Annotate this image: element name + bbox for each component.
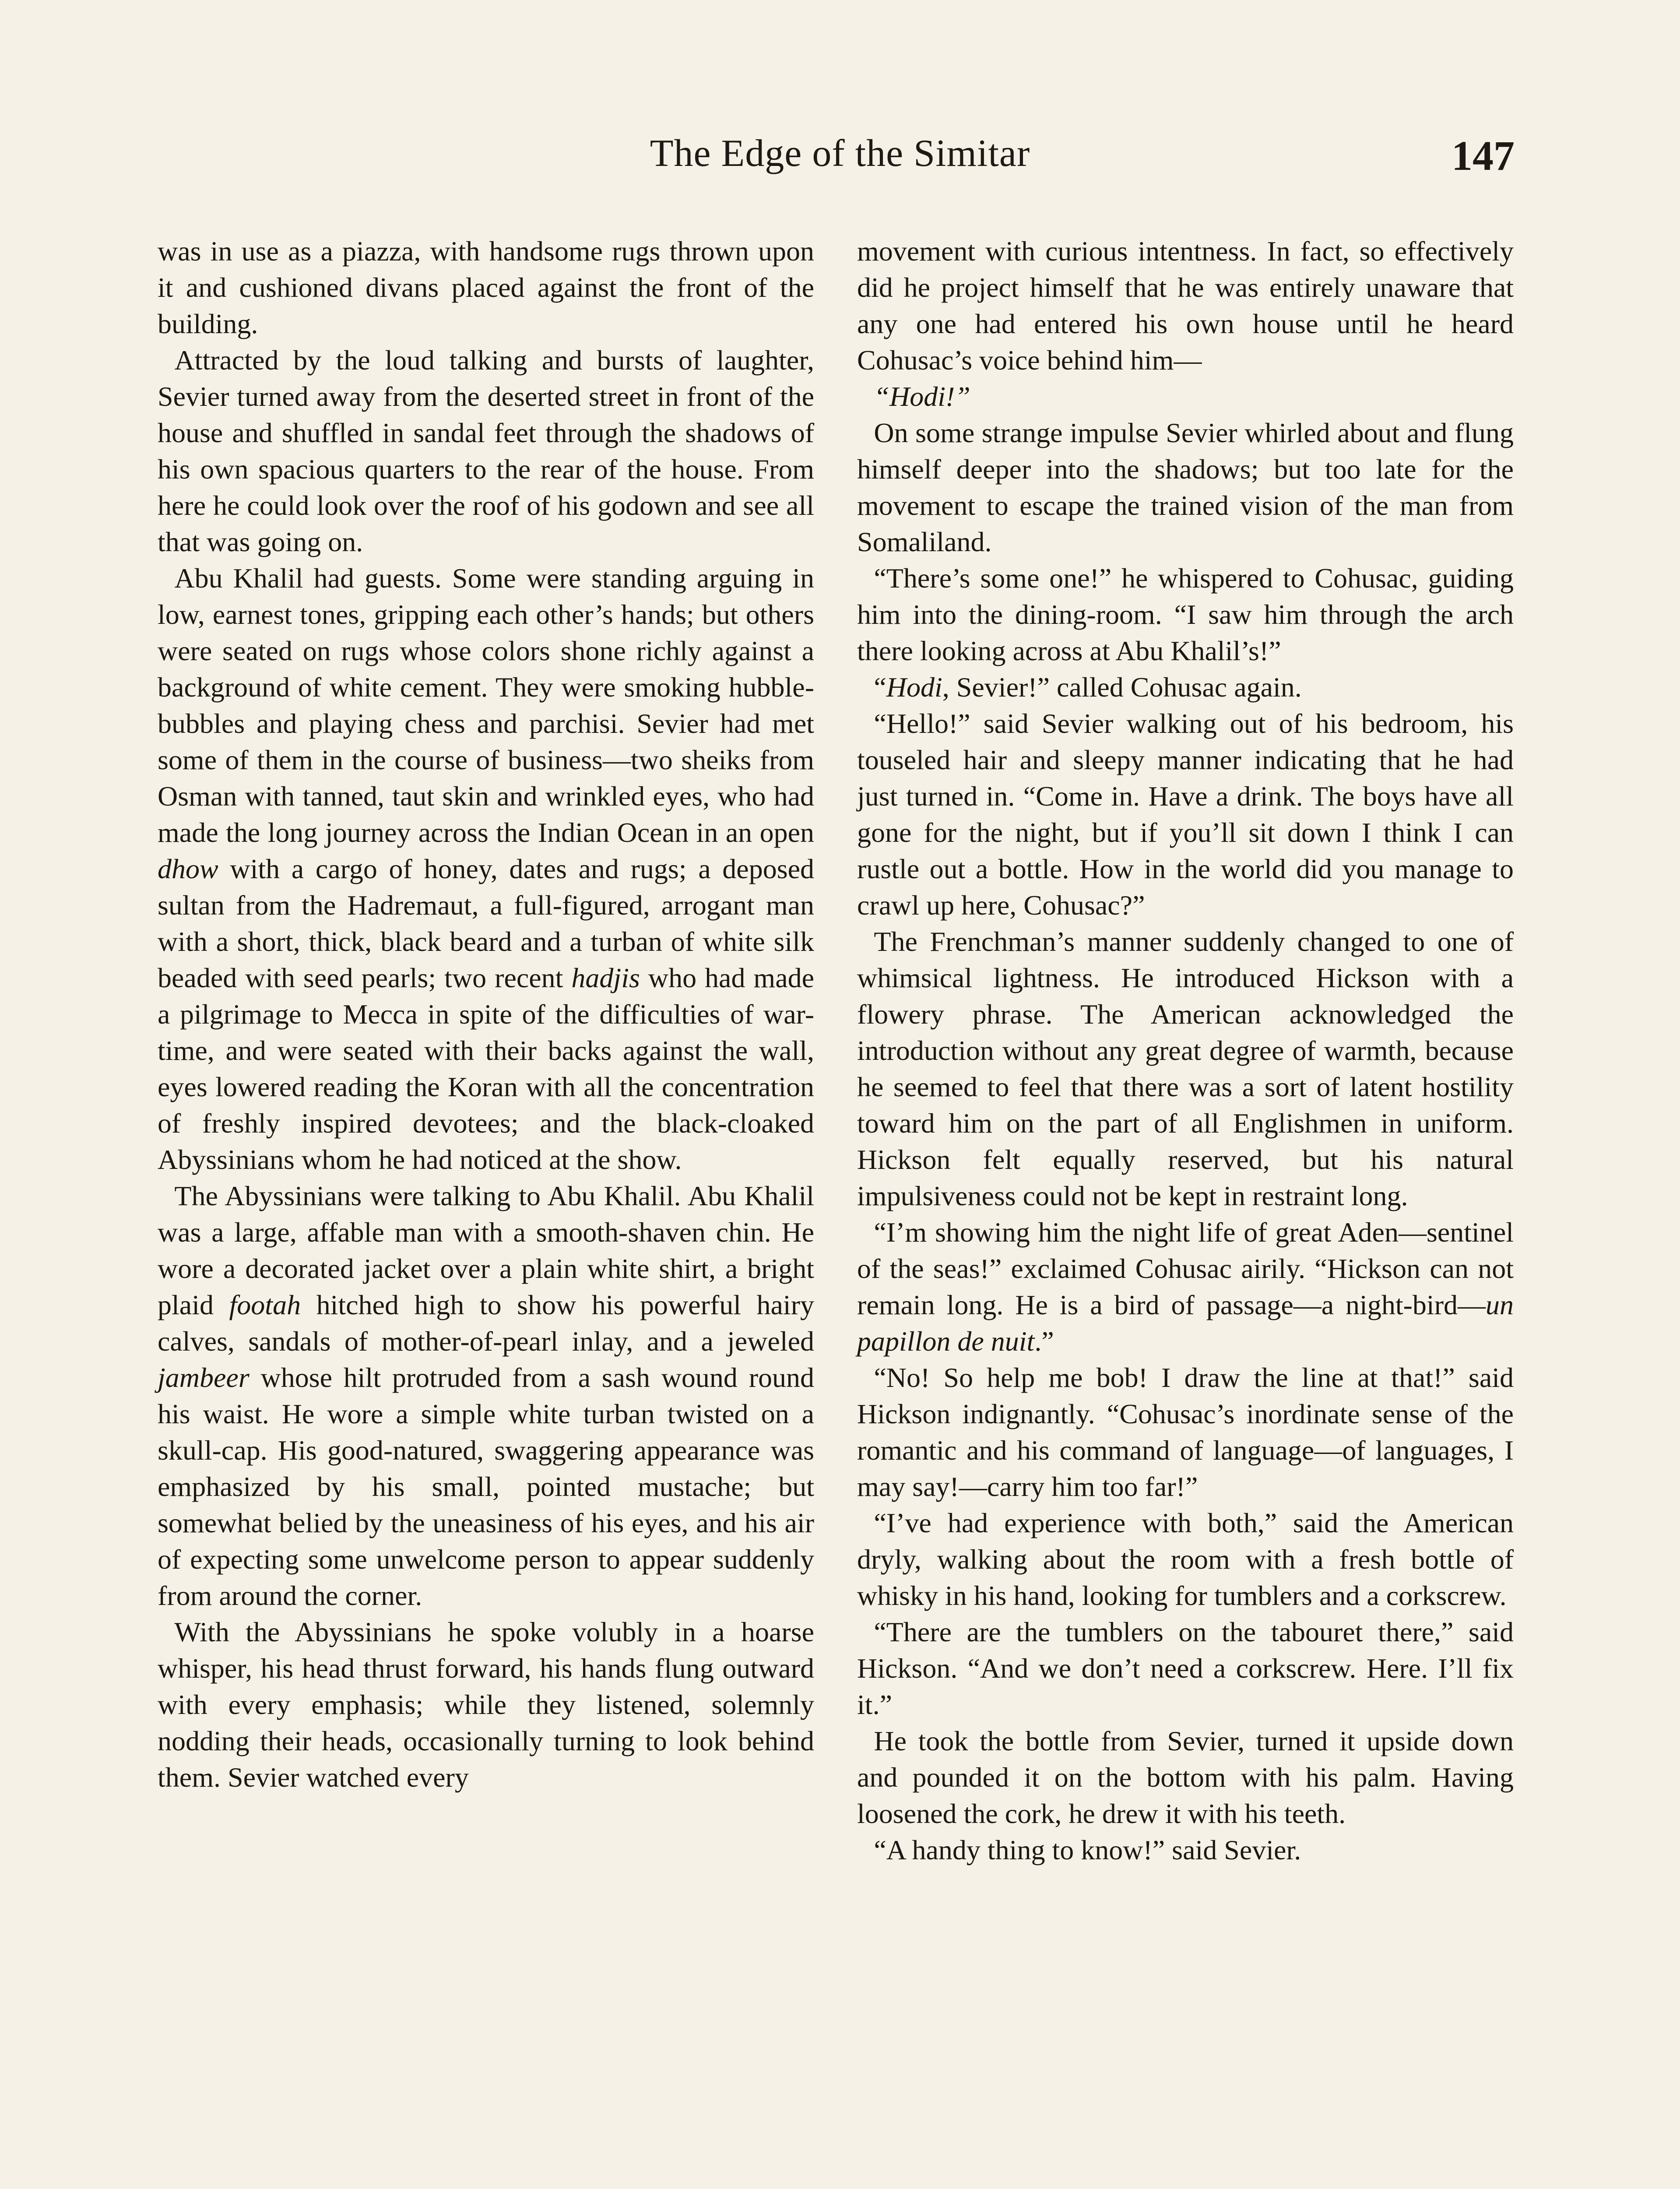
paragraph: On some strange impulse Sevier whirled about and flung himself deeper into the shadows; but too late for the movement to escape the trained vision of the man from Somaliland. <box>857 417 1514 557</box>
italic-term: dhow <box>158 853 218 884</box>
paragraph: With the Abyssinians he spoke volubly in a hoarse whisper, his head thrust forward, his hands flung outward with every emphasis; while they listened, solemnly nodding their heads, occasionally turning to look behind them. Sevier watched every <box>158 1616 814 1793</box>
paragraph: movement with curious intentness. In fact, so effectively did he project himself that he was entirely unaware that any one had entered his own house until he heard Cohusac’s voice behind him— <box>857 236 1514 376</box>
paragraph <box>857 669 1514 705</box>
right-column <box>857 233 1514 1868</box>
paragraph: “Hello!” said Sevier walking out of his bedroom, his touseled hair and sleepy manner indicating that he had just turned in. “Come in. Have a drink. The boys have all gone for the night, but if you’ll sit down I think I can rustle out a bottle. How in the world did you manage to crawl up here, Cohusac?” <box>857 708 1514 921</box>
italic-term: hadjis <box>571 962 640 993</box>
text-run: “ <box>874 672 886 703</box>
text-run: Abu Khalil had guests. Some were standing arguing in low, earnest tones, gripping each other’s hands; but others were seated on rugs whose colors shone richly against a background of white cement. They were smoking hubble-bubbles and playing chess and parchisi. Sevier had met some of them in the course of business—two sheiks from Osman with tanned, taut skin and wrinkled eyes, who had made the long journey across the Indian Ocean in an open <box>158 563 814 848</box>
text-run: , Sevier!” called Cohusac again. <box>942 672 1302 703</box>
left-column <box>158 233 814 1795</box>
page-number: 147 <box>1452 132 1515 179</box>
text-run: hitched high to show his powerful hairy calves, sandals of mother-of-pearl inlay, and a jeweled <box>158 1289 815 1357</box>
italic-term: jambeer <box>158 1362 250 1393</box>
paragraph: The Frenchman’s manner suddenly changed to one of whimsical lightness. He introduced Hickson with a flowery phrase. The American acknowledged the introduction without any great degree of warmth, because he seemed to feel that there was a sort of latent hostility toward him on the part of all Englishmen in uniform. Hickson felt equally reserved, but his natural impulsiveness could not be kept in restraint long. <box>857 926 1514 1211</box>
text-run: with a cargo of honey, dates and rugs; a deposed sultan from the Hadremaut, a full-figured, arrogant man with a short, thick, black beard and a turban of white silk beaded with seed pearls; two recent <box>158 853 814 993</box>
text-run: .” <box>1034 1326 1054 1357</box>
paragraph: “There’s some one!” he whispered to Cohusac, guiding him into the dining-room. “I saw him through the arch there looking across at Abu Khalil’s!” <box>857 563 1514 666</box>
running-title: The Edge of the Simitar <box>650 132 1030 175</box>
paragraph: “A handy thing to know!” said Sevier. <box>874 1834 1301 1865</box>
paragraph: “I’ve had experience with both,” said the American dryly, walking about the room with a fresh bottle of whisky in his hand, looking for tumblers and a corkscrew. <box>857 1507 1514 1611</box>
paragraph <box>158 560 814 1178</box>
italic-term: un papillon de nuit <box>857 1289 1514 1357</box>
text-run: The Abyssinians were talking to Abu Khalil. Abu Khalil was a large, affable man with a smooth-shaven chin. He wore a decorated jacket over a plain white shirt, a bright plaid <box>158 1180 814 1320</box>
text-run: “I’m showing him the night life of great Aden—sentinel of the seas!” exclaimed Cohusac airily. “Hickson can not remain long. He is a bird of passage—a night-bird— <box>857 1217 1514 1320</box>
text-run: who had made a pilgrimage to Mecca in spite of the difficulties of war-time, and were seated with their backs against the wall, eyes lowered reading the Koran with all the concentration of freshly inspired devotees; and the black-cloaked Abyssinians whom he had noticed at the show. <box>158 962 815 1175</box>
paragraph: was in use as a piazza, with handsome rugs thrown upon it and cushioned divans placed against the front of the building. <box>158 236 814 339</box>
paragraph: “There are the tumblers on the tabouret there,” said Hickson. “And we don’t need a corkscrew. Here. I’ll fix it.” <box>857 1616 1514 1720</box>
paragraph <box>857 378 1514 415</box>
italic-term: “Hodi!” <box>874 381 970 412</box>
text-run: whose hilt protruded from a sash wound round his waist. He wore a simple white turban twisted on a skull-cap. His good-natured, swaggering appearance was emphasized by his small, pointed mustache; but somewhat belied by the uneasiness of his eyes, and his air of expecting some unwelcome person to appear suddenly from around the corner. <box>158 1362 814 1611</box>
paragraph <box>857 1214 1514 1359</box>
paragraph: He took the bottle from Sevier, turned it upside down and pounded it on the bottom with his palm. Having loosened the cork, he drew it with his teeth. <box>857 1725 1514 1829</box>
page-header <box>0 131 1680 201</box>
italic-term: footah <box>229 1289 301 1320</box>
paragraph: “No! So help me bob! I draw the line at that!” said Hickson indignantly. “Cohusac’s inordinate sense of the romantic and his command of language—of languages, I may say!—carry him too far!” <box>857 1362 1514 1502</box>
italic-term: Hodi <box>886 672 942 703</box>
paragraph: Attracted by the loud talking and bursts of laughter, Sevier turned away from the deserted street in front of the house and shuffled in sandal feet through the shadows of his own spacious quarters to the rear of the house. From here he could look over the roof of his godown and see all that was going on. <box>158 345 814 557</box>
paragraph <box>158 1178 814 1614</box>
